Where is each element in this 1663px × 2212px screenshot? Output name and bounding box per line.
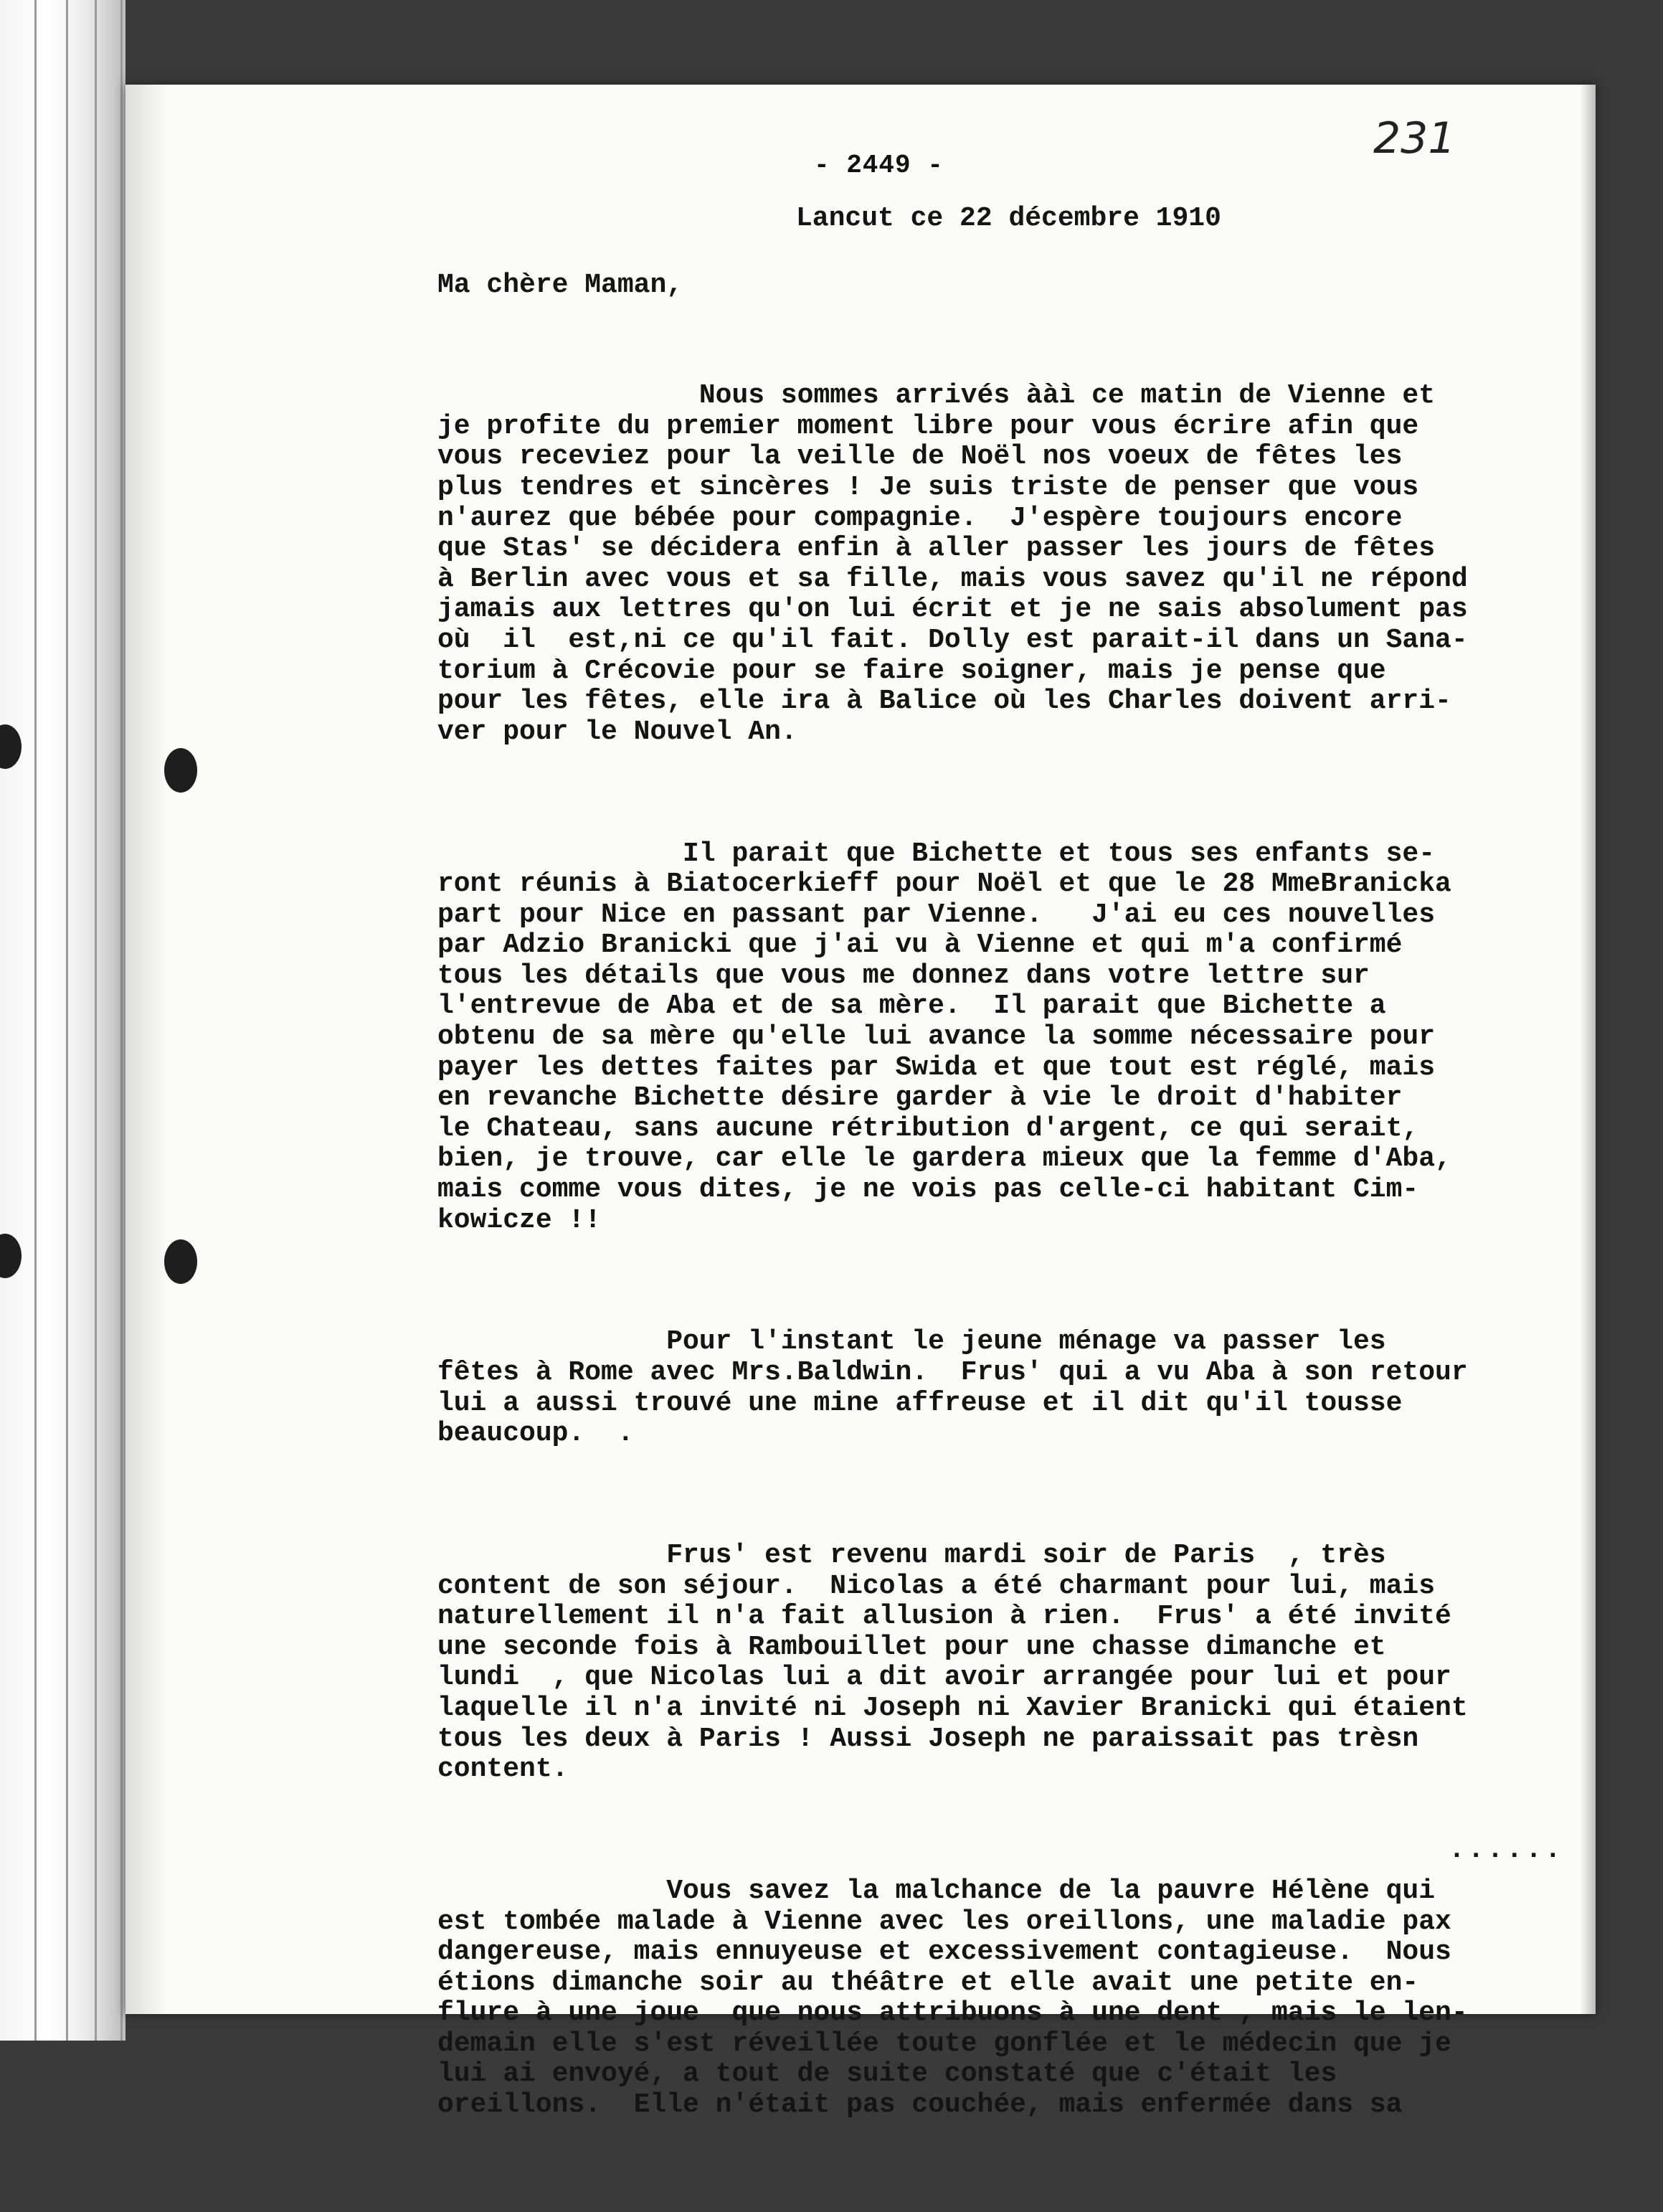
punch-hole-upper xyxy=(164,748,197,793)
letter-paragraph-2: Il parait que Bichette et tous ses enfants se- ront réunis à Biatocerkieff pour Noël et que le 28 MmeBranicka part pour Nice en passant par Vienne. J'ai eu ces nouvelles par Adzio Branicki que j'ai vu à Vienne et qui m'a confirmé tous les détails que vous me donnez dans votre lettre sur l'entrevue de Aba et de sa mère. Il parait que Bichette a obtenu de sa mère qu'elle lui avance la somme nécessaire pour payer les dettes faites par Swida et que tout est réglé, mais en revanche Bichette désire garder à vie le droit d'habiter le Chateau, sans aucune rétribution d'argent, ce qui serait, bien, je trouve, car elle le gardera mieux que la femme d'Aba, mais comme vous dites, je ne vois pas celle-ci habitant Cim- kowicze !! xyxy=(437,838,1451,1236)
binder-back-pages xyxy=(0,0,125,2041)
page-edge xyxy=(95,0,97,2041)
page-edge xyxy=(66,0,68,2041)
letter-paragraph-1: Nous sommes arrivés ààì ce matin de Vienne et je profite du premier moment libre pour vous écrire afin que vous receviez pour la veille de Noël nos voeux de fêtes les plus tendres et sincères ! Je suis triste de penser que vous n'aurez que bébée pour compagnie. J'espère toujours encore que Stas' se décidera enfin à aller passer les jours de fêtes à Berlin avec vous et sa fille, mais vous savez qu'il ne répond jamais aux lettres qu'on lui écrit et je ne sais absolument pas où il est,ni ce qu'il fait. Dolly est parait-il dans un Sana- torium à Crécovie pour se faire soigner, mais je pense que pour les fêtes, elle ira à Balice où les Charles doivent arri- ver pour le Nouvel An. xyxy=(437,380,1468,747)
punch-hole-lower xyxy=(164,1239,197,1284)
page-edge xyxy=(34,0,37,2041)
letter-paragraph-3: Pour l'instant le jeune ménage va passer les fêtes à Rome avec Mrs.Baldwin. Frus' qui a vu Aba à son retour lui a aussi trouvé une mine affreuse et il dit qu'il tousse beaucoup. . xyxy=(437,1326,1468,1450)
continuation-mark: ...... xyxy=(1449,1835,1564,1866)
folio-number: 231 xyxy=(1373,113,1456,164)
letter-paragraph-4: Frus' est revenu mardi soir de Paris , très content de son séjour. Nicolas a été charmant pour lui, mais naturellement il n'a fait allusion à rien. Frus' a été invité une seconde fois à Rambouillet pour une chasse dimanche et lundi , que Nicolas lui a dit avoir arrangée pour lui et pour laquelle il n'a invité ni Joseph ni Xavier Branicki qui étaient tous les deux à Paris ! Aussi Joseph ne paraissait pas trèsn content. xyxy=(437,1539,1468,1785)
page-edge xyxy=(120,0,123,2041)
letter-paragraph-5: Vous savez la malchance de la pauvre Hélène qui est tombée malade à Vienne avec les oreillons, une maladie pax dangereuse, mais ennuyeuse et excessivement contagieuse. Nous étions dimanche soir au théâtre et elle avait une petite en- flure à une joue que nous attribuons à une dent , mais le len- demain elle s'est réveillée toute gonflée et le médecin que je lui ai envoyé, a tout de suite constaté que c'était les oreillons. Elle n'était pas couchée, mais enfermée dans sa xyxy=(437,1875,1468,2121)
letter-dateline: Lancut ce 22 décembre 1910 xyxy=(796,203,1221,234)
letter-body xyxy=(437,320,1663,2212)
letter-page xyxy=(125,85,1596,2121)
page-number-text: - 2449 - xyxy=(814,151,944,180)
page-number xyxy=(814,151,944,180)
page-shadow xyxy=(125,85,169,2014)
letter-salutation: Ma chère Maman, xyxy=(437,270,683,301)
